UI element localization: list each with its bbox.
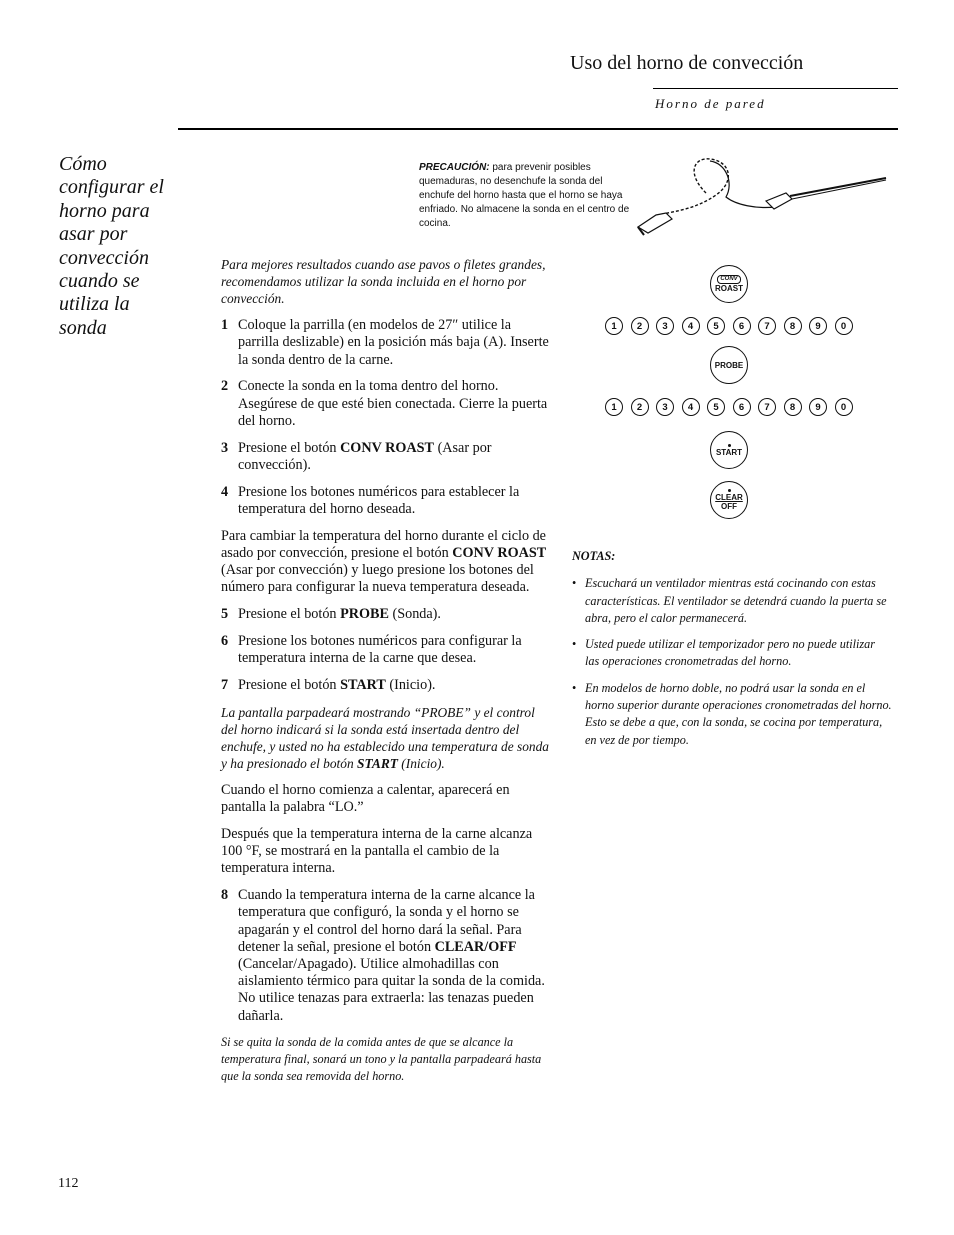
step-number: 6	[221, 632, 229, 649]
step-text: Presione el botón START (Inicio).	[238, 676, 436, 693]
number-key-1[interactable]: 1	[605, 317, 623, 335]
step-text: Presione los botones numéricos para configurar la temperatura interna de la carne que desea.	[238, 632, 522, 667]
step-6	[221, 633, 553, 667]
step-4	[221, 484, 553, 518]
number-key-6[interactable]: 6	[733, 398, 751, 416]
step-text: Coloque la parrilla (en modelos de 27″ utilice la parrilla deslizable) en la posición más baja (A). Inserte la sonda dentro de la carne.	[238, 317, 549, 368]
step-2	[221, 378, 553, 430]
number-key-2[interactable]: 2	[631, 317, 649, 335]
number-key-9[interactable]: 9	[809, 398, 827, 416]
step-text: Conecte la sonda en la toma dentro del horno. Asegúrese de que esté bien conectada. Cierre la puerta del horno.	[238, 378, 548, 429]
meat-probe-illustration	[636, 153, 891, 238]
intro-text: Para mejores resultados cuando ase pavos o filetes grandes, recomendamos utilizar la sonda incluida en el horno por convección.	[221, 257, 546, 307]
step-3	[221, 440, 553, 474]
number-key-0[interactable]: 0	[835, 317, 853, 335]
section-divider	[178, 128, 898, 130]
step-7	[221, 677, 553, 694]
note-item: • En modelos de horno doble, no podrá usar la sonda en el horno superior durante operaciones cronometradas del horno. Esto se debe a que, con la sonda, se cocina por temperatura, en vez de por tiempo.	[572, 680, 892, 747]
step-number: 8	[221, 887, 229, 904]
number-key-2[interactable]: 2	[631, 398, 649, 416]
number-key-5[interactable]: 5	[707, 317, 725, 335]
note-item: • Escuchará un ventilador mientras está cocinando con estas características. El ventilador se detendrá cuando la puerta se abra, pero el calor permanecerá.	[572, 576, 887, 625]
control-panel-keypad	[600, 262, 862, 524]
step-number: 7	[221, 676, 229, 693]
number-key-7[interactable]: 7	[758, 317, 776, 335]
number-key-3[interactable]: 3	[656, 398, 674, 416]
number-key-9[interactable]: 9	[809, 317, 827, 335]
section-heading: Cómo configurar el horno para asar por convección cuando se utiliza la sonda	[59, 153, 164, 339]
final-note: Si se quita la sonda de la comida antes de que se alcance la temperatura final, sonará un tono y la pantalla parpadeará hasta que la sonda sea removida del horno.	[221, 1035, 542, 1084]
number-key-0[interactable]: 0	[835, 398, 853, 416]
number-key-3[interactable]: 3	[656, 317, 674, 335]
number-key-4[interactable]: 4	[682, 317, 700, 335]
step-number: 4	[221, 483, 229, 500]
number-key-5[interactable]: 5	[707, 398, 725, 416]
page-number: 112	[58, 1176, 79, 1191]
display-note: La pantalla parpadeará mostrando “PROBE” y el control del horno indicará si la sonda está insertada dentro del enchufe, y usted no ha establecido una temperatura de sonda y ha presionado el botón START (Inicio).	[221, 704, 550, 772]
step-8	[221, 887, 553, 1025]
step-text: Presione los botones numéricos para establecer la temperatura del horno deseada.	[238, 483, 520, 517]
caution-label: PRECAUCIÓN:	[419, 162, 490, 173]
step-number: 1	[221, 317, 229, 334]
notes-section	[572, 548, 892, 758]
clear-off-key[interactable]: CLEAR OFF	[710, 481, 748, 519]
step-number: 3	[221, 439, 229, 456]
step-5	[221, 606, 553, 623]
header-rule	[653, 88, 898, 89]
lo-text: Cuando el horno comienza a calentar, aparecerá en pantalla la palabra “LO.”	[221, 782, 510, 816]
note-item: • Usted puede utilizar el temporizador pero no puede utilizar las operaciones cronometradas del horno.	[572, 637, 875, 669]
step-number: 5	[221, 606, 229, 623]
caution-text: para prevenir posibles quemaduras, no desenchufe la sonda del enchufe del horno hasta que el horno se haya enfriado. No almacene la sonda en el centro de cocina.	[419, 162, 630, 229]
page-title: Uso del horno de convección	[570, 52, 804, 74]
change-temp-text: Para cambiar la temperatura del horno durante el ciclo de asado por convección, presione el botón CONV ROAST (Asar por convección) y luego presione los botones del número para configurar la nueva temperatura deseada.	[221, 527, 547, 596]
step-text: Cuando la temperatura interna de la carne alcance la temperatura que configuró, la sonda y el horno se apagarán y el control del horno dará la señal. Para detener la señal, presione el botón CLEAR/OFF (Cancelar/Apagado). Utilice almohadillas con aislamiento térmico para quitar la sonda de la comida. No utilice tenazas para extraerla: las tenazas pueden dañarla.	[238, 887, 545, 1024]
number-key-1[interactable]: 1	[605, 398, 623, 416]
after-100-text: Después que la temperatura interna de la carne alcanza 100 °F, se mostrará en la pantalla el cambio de la temperatura interna.	[221, 826, 533, 877]
start-key[interactable]: START	[710, 431, 748, 469]
number-key-8[interactable]: 8	[784, 398, 802, 416]
conv-roast-key[interactable]: CONV ROAST	[710, 265, 748, 303]
step-text: Presione el botón CONV ROAST (Asar por convección).	[238, 439, 492, 473]
instructions-body	[221, 256, 553, 1095]
page-subtitle: Horno de pared	[655, 96, 766, 111]
step-number: 2	[221, 378, 229, 395]
probe-key[interactable]: PROBE	[710, 346, 748, 384]
number-key-8[interactable]: 8	[784, 317, 802, 335]
number-key-6[interactable]: 6	[733, 317, 751, 335]
number-key-4[interactable]: 4	[682, 398, 700, 416]
notes-heading: NOTAS:	[572, 549, 616, 563]
step-1	[221, 317, 553, 369]
caution-note	[419, 161, 639, 231]
number-key-7[interactable]: 7	[758, 398, 776, 416]
step-text: Presione el botón PROBE (Sonda).	[238, 606, 441, 623]
